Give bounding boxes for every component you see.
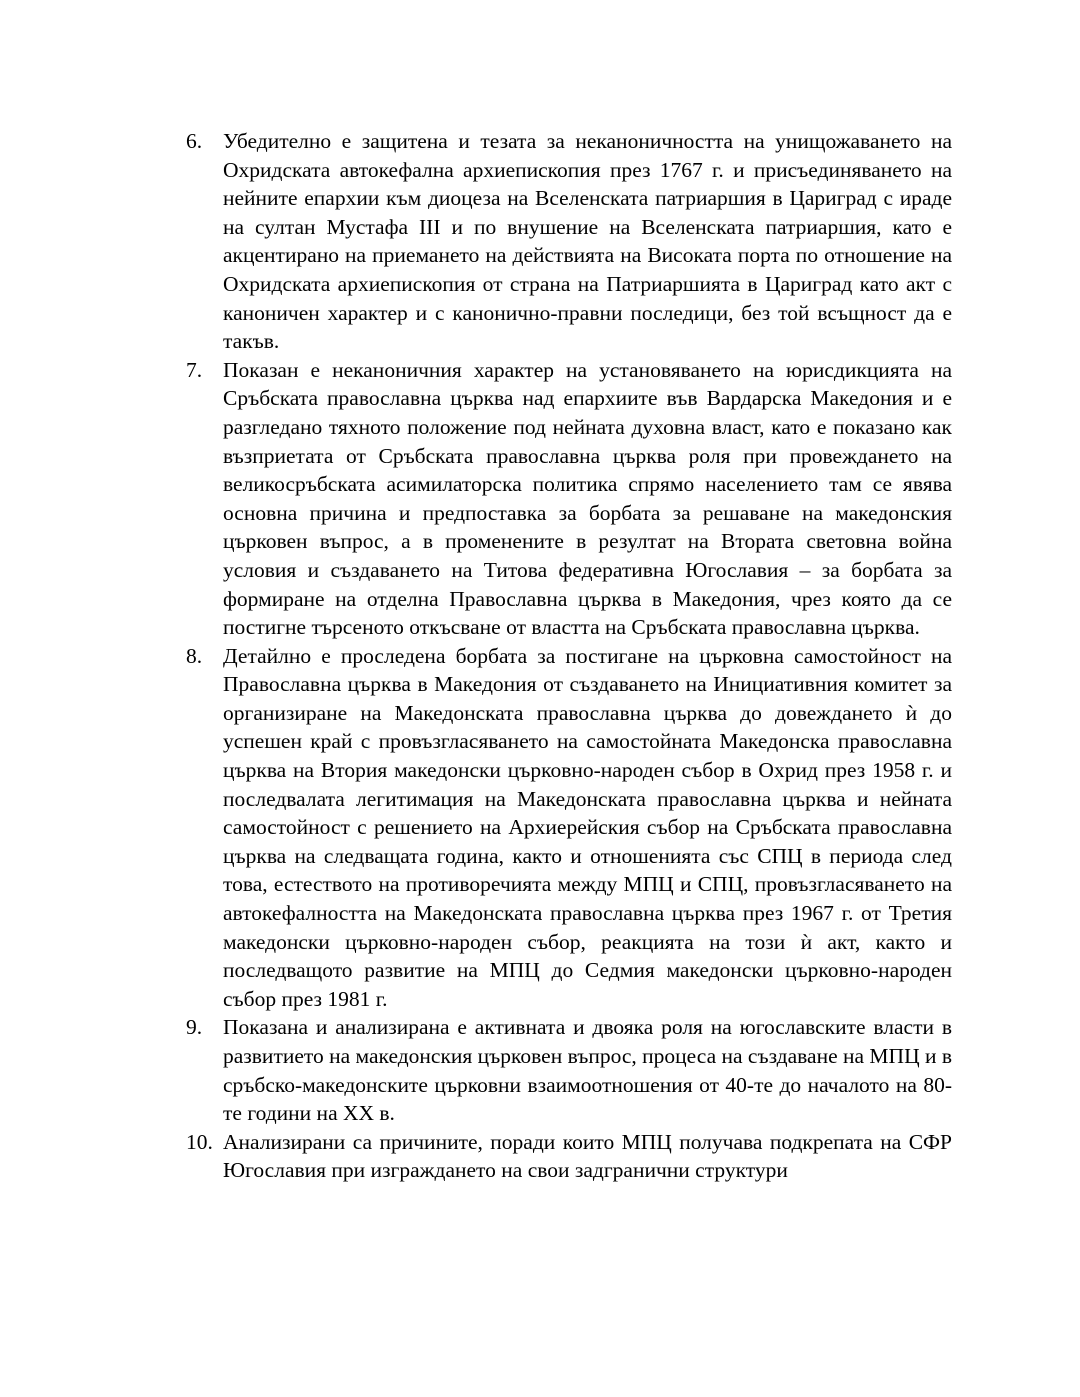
item-number: 6. [186,129,203,153]
list-item [186,642,952,1014]
item-text: Анализирани са причините, поради които МПЦ получава подкрепата на СФР Югославия при изграждането на свои задгранични структури [223,1129,952,1183]
item-text: Показана и анализирана е активната и двояка роля на югославските власти в развитието на македонския църковен въпрос, процеса на създаване на МПЦ и в сръбско-македонските църковни взаимоотношения от 40-те до началото на 80-те години на XX в. [223,1015,952,1126]
numbered-list [186,127,952,1185]
item-number: 7. [186,357,203,382]
list-item [186,127,952,356]
item-number: 10. [186,1129,213,1154]
item-text: Детайлно е проследена борбата за постигане на църковна самостойност на Православна църква в Македония от създаването на Инициативния комитет за организиране на Македонската православна църква до довеждането ѝ до успешен край с провъзгласяването на самостойната Македонска православна църква на Втория македонски църковно-народен събор в Охрид през 1958 г. и последвалата легитимация на Македонската православна църква и нейната самостойност с решението на Архиерейския събор на Сръбската православна църква на следващата година, както и отношенията със СПЦ в периода след това, естеството на противоречията между МПЦ и СПЦ, провъзгласяването на автокефалността на Македонската православна църква през 1967 г. от Третия македонски църковно-народен събор, реакцията на този ѝ акт, както и последващото развитие на МПЦ до Седмия македонски църковно-народен събор през 1981 г. [223,643,952,1011]
list-item [186,356,952,642]
document-body [186,127,952,1185]
list-item [186,1128,952,1185]
list-item [186,1013,952,1127]
item-text: Убедително е защитена и тезата за неканоничността на унищожаването на Охридската автокефална архиепископия през 1767 г. и присъединяването на нейните епархии към диоцеза на Вселенската патриаршия в Цариград с ираде на султан Мустафа III и по внушение на Вселенската патриаршия, като е акцентирано на приемането на действията на Високата порта по отношение на Охридската архиепископия от страна на Патриаршията в Цариград като акт с каноничен характер и с канонично-правни последици, без той всъщност да е такъв. [223,129,952,354]
item-number: 9. [186,1015,203,1040]
item-text: Показан е неканоничния характер на установяването на юрисдикцията на Сръбската православна църква над епархиите във Вардарска Македония и е разгледано тяхното положение под нейната духовна власт, като е показано как възприетата от Сръбската православна църква роля при провеждането на великосръбската асимилаторска политика спрямо населението там се явява основна причина и предпоставка за борбата за решаване на македонския църковен въпрос, а в променените в резултат на Втората световна война условия и създаването на Титова федеративна Югославия – за борбата за формиране на отделна Православна църква в Македония, чрез която да се постигне търсеното откъсване от властта на Сръбската православна църква. [223,357,952,640]
item-number: 8. [186,643,203,668]
